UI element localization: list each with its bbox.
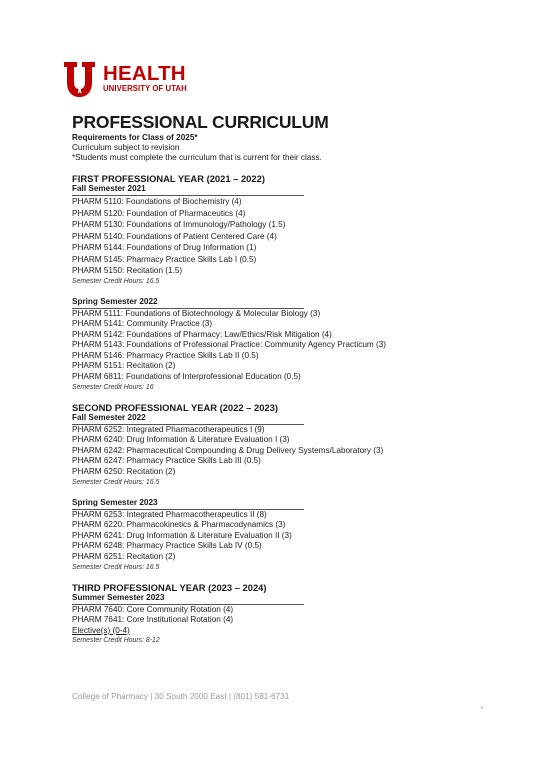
requirements-line: Requirements for Class of 2025* — [72, 133, 198, 142]
course-item: PHARM 5151: Recitation (2) — [72, 361, 176, 371]
semester-heading: Summer Semester 2023 — [72, 593, 304, 605]
course-item: PHARM 6220: Pharmacokinetics & Pharmacodynamics (3) — [72, 520, 286, 530]
course-item: PHARM 7641: Core Institutional Rotation (4) — [72, 615, 234, 625]
course-item: PHARM 5120: Foundation of Pharmaceutics (4) — [72, 208, 246, 218]
semester-heading: Fall Semester 2022 — [72, 413, 304, 425]
course-item: PHARM 5141: Community Practice (3) — [72, 319, 213, 329]
course-item: PHARM 5146: Pharmacy Practice Skills Lab II (0.5) — [72, 350, 259, 360]
year-heading: THIRD PROFESSIONAL YEAR (2023 – 2024) — [72, 581, 267, 593]
footer-contact: College of Pharmacy | 30 South 2000 East | (801) 581-6731 — [72, 692, 290, 701]
curriculum-document — [72, 112, 386, 645]
course-item: PHARM 5140: Foundations of Patient Centered Care (4) — [72, 231, 277, 241]
course-item: PHARM 7640: Core Community Rotation (4) — [72, 604, 234, 614]
semester-credit-hours: Semester Credit Hours: 16 — [72, 383, 154, 391]
page-title: PROFESSIONAL CURRICULUM — [72, 112, 329, 132]
semester-heading: Spring Semester 2022 — [72, 297, 304, 309]
university-health-logo — [64, 62, 187, 98]
course-item: PHARM 6252: Integrated Pharmacotherapeutics I (9) — [72, 424, 265, 434]
semester-heading: Spring Semester 2023 — [72, 498, 304, 510]
course-item: PHARM 6241: Drug Information & Literature Evaluation II (3) — [72, 530, 292, 540]
students-note: *Students must complete the curriculum that is current for their class. — [72, 153, 322, 162]
u-block-logo-icon — [64, 62, 98, 98]
course-item: PHARM 6250: Recitation (2) — [72, 467, 176, 477]
semester-credit-hours: Semester Credit Hours: 8-12 — [72, 637, 160, 645]
page-mark: • — [481, 706, 484, 712]
elective-course-item: Elective(s) (0-4) — [72, 625, 130, 635]
course-item: PHARM 5144: Foundations of Drug Information (1) — [72, 243, 257, 252]
course-item: PHARM 6242: Pharmaceutical Compounding & Drug Delivery Systems/Laboratory (3) — [72, 445, 384, 455]
course-item: PHARM 6251: Recitation (2) — [72, 552, 176, 561]
course-item: PHARM 6247: Pharmacy Practice Skills Lab III (0.5) — [72, 456, 261, 466]
logo-subtitle: UNIVERSITY OF UTAH — [103, 84, 187, 93]
course-item: PHARM 5150: Recitation (1.5) — [72, 266, 183, 275]
course-item: PHARM 5142: Foundations of Pharmacy: Law/Ethics/Risk Mitigation (4) — [72, 329, 332, 339]
course-item: PHARM 6811: Foundations of Interprofessional Education (0.5) — [72, 372, 301, 382]
course-item: PHARM 5143: Foundations of Professional Practice: Community Agency Practicum (3) — [72, 340, 386, 350]
course-item: PHARM 6253: Integrated Pharmacotherapeutics II (8) — [72, 509, 267, 519]
course-item: PHARM 5130: Foundations of Immunology/Pathology (1.5) — [72, 220, 286, 229]
course-item: PHARM 6248: Pharmacy Practice Skills Lab IV (0.5) — [72, 541, 262, 551]
year-heading: FIRST PROFESSIONAL YEAR (2021 – 2022) — [72, 173, 265, 184]
semester-credit-hours: Semester Credit Hours: 16.5 — [72, 563, 160, 571]
course-item: PHARM 5145: Pharmacy Practice Skills Lab I (0.5) — [72, 254, 257, 264]
semester-credit-hours: Semester Credit Hours: 16.5 — [72, 277, 160, 285]
revision-note: Curriculum subject to revision — [72, 143, 180, 152]
year-heading: SECOND PROFESSIONAL YEAR (2022 – 2023) — [72, 401, 278, 413]
course-item: PHARM 6240: Drug Information & Literature Evaluation I (3) — [72, 435, 290, 445]
course-item: PHARM 5110: Foundations of Biochemistry (4) — [72, 197, 242, 206]
course-item: PHARM 5111: Foundations of Biotechnology & Molecular Biology (3) — [72, 308, 321, 318]
logo-wordmark: HEALTH — [103, 62, 186, 85]
semester-credit-hours: Semester Credit Hours: 16.5 — [72, 478, 160, 486]
semester-heading: Fall Semester 2021 — [72, 184, 304, 196]
